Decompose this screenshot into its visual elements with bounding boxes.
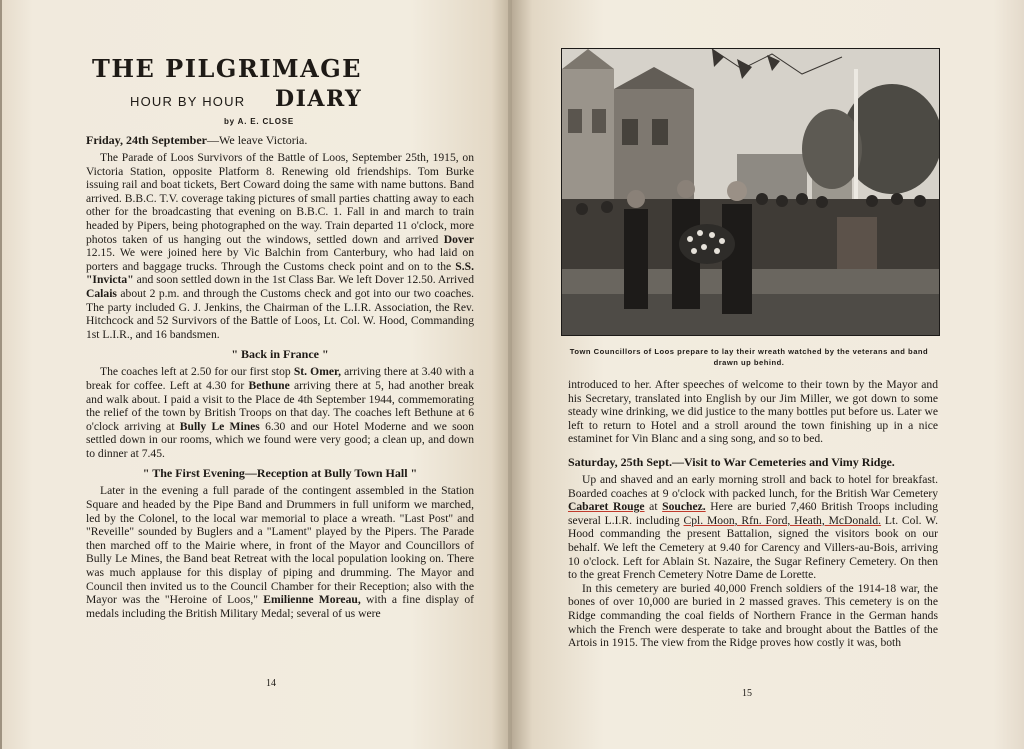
paragraph-first-evening xyxy=(86,484,474,620)
title-sub: HOUR BY HOUR xyxy=(130,94,246,109)
byline: by A. E. CLOSE xyxy=(224,117,295,126)
text-run: at xyxy=(644,500,663,514)
bold-place-calais: Calais xyxy=(86,286,117,300)
date-heading-friday xyxy=(86,133,474,148)
text-run: arriving there at 3.40 with a break for coffee. Left at 4.30 for xyxy=(86,365,474,392)
photo-wreath-laying xyxy=(561,48,940,336)
text-run: 12.15. We were joined here by Vic Balchin from Canterbury, who had laid on porters and baggage trucks. Through the Customs check point and on to the xyxy=(86,246,474,273)
text-run: 6.30 and our Hotel Moderne and we soon settled down in our rooms, which we found were very good; a clean up, and down to dinner at 7.45. xyxy=(86,419,474,460)
page-number-right: 15 xyxy=(742,688,752,699)
right-column xyxy=(568,378,938,650)
date-heading-rest: —We leave Victoria. xyxy=(207,133,308,147)
text-run: and soon settled down in the 1st Class Bar. We left Dover 12.50. Arrived xyxy=(133,273,474,287)
underlined-names: Cpl. Moon, Rfn. Ford, Heath, McDonald. xyxy=(683,513,882,527)
bold-place-st-omer: St. Omer, xyxy=(293,365,341,379)
title-row2 xyxy=(92,86,472,112)
text-run: The Parade of Loos Survivors of the Battle of Loos, September 25th, 1915, on Victoria Station, opposite Platform 8. Renewing old friendships. Tom Burke issuing rail and boat tickets, Bert Coward doing the same with name buttons. Band arrived. B.B.C. T.V. coverage taking pictures of small parties chatting away to each other for the broadcasting that evening on B.B.C. 1. Fall in and march to train headed by Pipers, being photographed on the way. Train departed 11 o'clock, more photos taken of us hanging out the windows, settled down and arrived xyxy=(86,151,474,246)
bold-place-dover: Dover xyxy=(443,232,474,246)
photo-caption: Town Councillors of Loos prepare to lay their wreath watched by the veterans and band drawn up behind. xyxy=(569,347,929,367)
bold-ship-invicta: S.S. "Invicta" xyxy=(86,259,474,287)
text-run: about 2 p.m. and through the Customs check and got into our two coaches. The party included G. J. Jenkins, the Chairman of the L.I.R. Association, the Rev. Hitchcock and 52 Survivors of the Battle of Loos, Lt. Col. W. Hood, Commanding 1st L.I.R., and 16 bandsmen. xyxy=(86,286,474,341)
title-main: THE PILGRIMAGE xyxy=(92,54,362,83)
paragraph-cemeteries xyxy=(568,473,938,582)
text-run: Here are buried 7,460 British Troops including several L.I.R. including xyxy=(568,500,938,527)
text-run: with a fine display of medals including the British Military Medal; several of us were xyxy=(86,593,474,620)
text-run: Lt. Col. W. Hood commanding the present Battalion, signed the visitors book on our behalf. We left the Cemetery at 9.40 for Carency and Villers-au-Bois, arriving 10 o'clock. Left for Ablain St. Nazaire, the Sugar Refinery Cemetery. On then to the great French Cemetery Notre Dame de Lorette. xyxy=(568,513,938,582)
heading-saturday: Saturday, 25th Sept.—Visit to War Cemeteries and Vimy Ridge. xyxy=(568,454,895,469)
text-run: arriving there at 5, had another break and walk about. I paid a visit to the Place de 4th September 1944, commemorating the relief of the town by British Troops on that day. The coaches left Bethune at 6 o'clock arriving at xyxy=(86,378,474,433)
paragraph-victoria xyxy=(86,151,474,341)
bold-place-bethune: Bethune xyxy=(248,378,290,392)
bold-place-souchez: Souchez. xyxy=(662,500,706,514)
photo-illustration xyxy=(562,49,939,335)
text-run: Later in the evening a full parade of the contingent assembled in the Station Square and headed by the Pipe Band and Drummers in full uniform we marched, led by the Colonel, to the local war memorial to place a wreath. "Last Post" and "Reveille" sounded by Buglers and a "Lament" played by the Pipers. The Parade then marched off to the Mairie where, in front of the Mayor and Councillors of Bully Le Mines, the Band beat Retreat with the local population looking on. There was much applause for this display of piping and drumming. The Mayor and Council then invited us to the Council Chamber for their Reception; also with the Mayor was the "Heroine of Loos," xyxy=(86,484,474,607)
title-diary: DIARY xyxy=(275,86,363,112)
heading-back-in-france: " Back in France " xyxy=(231,347,329,362)
text-run: Up and shaved and an early morning stroll and back to hotel for breakfast. Boarded coaches at 9 o'clock with packed lunch, for the British War Cemetery xyxy=(568,472,938,500)
paragraph-french-cemetery: In this cemetery are buried 40,000 French soldiers of the 1914-18 war, the bones of over 10,000 are buried in 2 massed graves. This cemetery is on the Ridge commanding the coal fields of Northern France in the German hands which the French were desperate to take and brought about the Battles of the Artois in 1915. The view from the Ridge proves how costly it was, both xyxy=(568,581,938,650)
bold-place-bully: Bully Le Mines xyxy=(179,419,260,433)
left-column xyxy=(86,133,474,620)
heading-first-evening: " The First Evening—Reception at Bully Town Hall " xyxy=(142,466,418,481)
text-run: The coaches left at 2.50 for our first stop xyxy=(100,365,294,379)
date-heading-bold: Friday, 24th September xyxy=(86,133,207,147)
paragraph-introduced: introduced to her. After speeches of welcome to their town by the Mayor and his Secretary, translated into English by our Jim Miller, we got down to some steady wine drinking, we did justice to the many bottles put before us. Later we left to return to Hotel and a stroll around the town finishing up in a nice estaminet for Vin Blanc and a sing song, and so to bed. xyxy=(568,378,938,446)
page-number-left: 14 xyxy=(266,678,276,689)
bold-name-moreau: Emilienne Moreau, xyxy=(263,593,361,607)
title-block xyxy=(92,56,472,112)
bold-place-cabaret-rouge: Cabaret Rouge xyxy=(568,500,645,514)
paragraph-back-in-france xyxy=(86,365,474,460)
